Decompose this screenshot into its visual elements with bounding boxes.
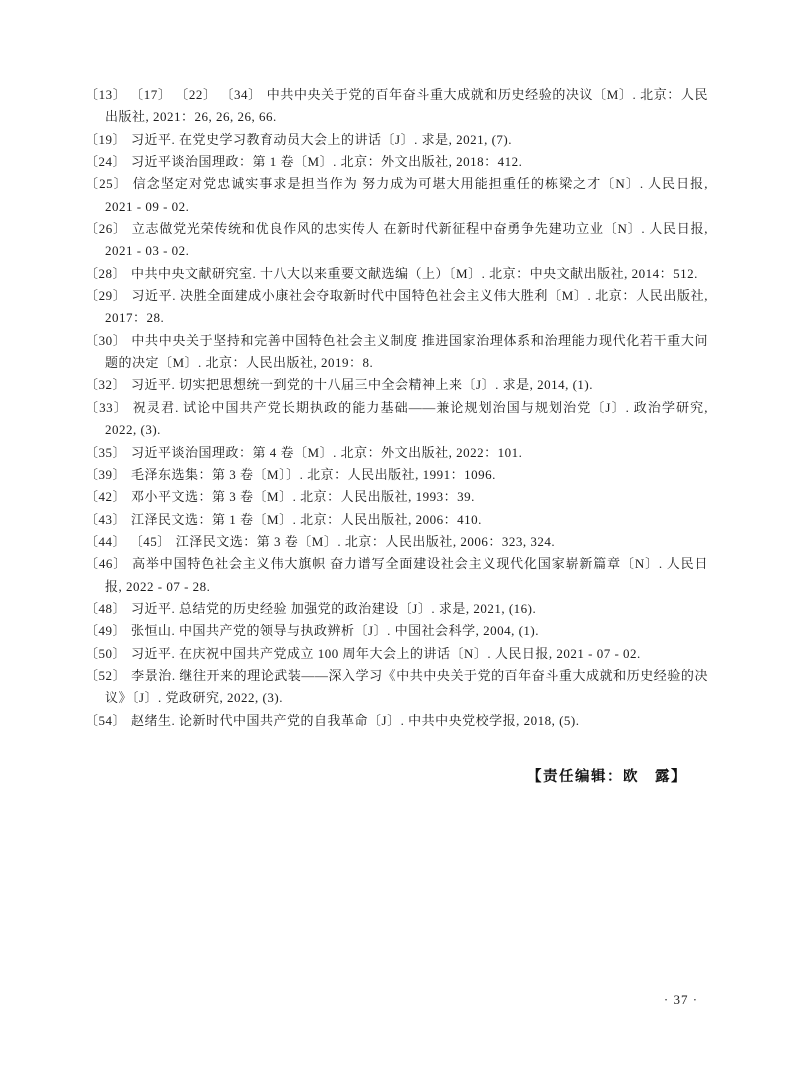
reference-text: 习近平谈治国理政：第 1 卷〔M〕. 北京：外文出版社, 2018：412. — [131, 154, 523, 170]
reference-label: 〔35〕 — [85, 444, 127, 460]
reference-item — [85, 643, 708, 665]
reference-label: 〔52〕 — [85, 667, 127, 683]
reference-text: 中共中央关于坚持和完善中国特色社会主义制度 推进国家治理体系和治理能力现代化若干重大问题的决定〔M〕. 北京：人民出版社, 2019：8. — [105, 332, 708, 371]
reference-item — [85, 598, 708, 620]
reference-text: 中共中央文献研究室. 十八大以来重要文献选编（上）〔M〕. 北京：中央文献出版社, 2014：512. — [131, 265, 698, 281]
reference-label: 〔44〕 〔45〕 — [85, 533, 171, 549]
reference-text: 习近平. 决胜全面建成小康社会夺取新时代中国特色社会主义伟大胜利〔M〕. 北京：人民出版社, 2017：28. — [105, 288, 708, 326]
reference-text: 信念坚定对党忠诚实事求是担当作为 努力成为可堪大用能担重任的栋梁之才〔N〕. 人民日报, 2021 - 09 - 02. — [105, 176, 708, 214]
reference-item — [85, 397, 708, 442]
reference-item — [85, 531, 708, 553]
reference-text: 邓小平文选：第 3 卷〔M〕. 北京：人民出版社, 1993：39. — [131, 489, 475, 505]
reference-item — [85, 129, 708, 151]
reference-text: 毛泽东选集：第 3 卷〔M〕〕. 北京：人民出版社, 1991：1096. — [131, 466, 496, 482]
reference-label: 〔26〕 — [85, 221, 127, 237]
reference-text: 习近平. 总结党的历史经验 加强党的政治建设〔J〕. 求是, 2021, (16). — [131, 600, 537, 616]
reference-text: 赵绪生. 论新时代中国共产党的自我革命〔J〕. 中共中央党校学报, 2018, (5). — [131, 712, 580, 728]
reference-text: 张恒山. 中国共产党的领导与执政辨析〔J〕. 中国社会科学, 2004, (1). — [131, 623, 539, 639]
reference-item — [85, 710, 708, 732]
editor-credit: 【责任编辑：欧 露】 — [527, 769, 687, 785]
reference-text: 江泽民文选：第 1 卷〔M〕. 北京：人民出版社, 2006：410. — [131, 511, 482, 527]
reference-label: 〔48〕 — [85, 600, 127, 616]
reference-text: 祝灵君. 试论中国共产党长期执政的能力基础——兼论规划治国与规划治党〔J〕. 政治学研究, 2022, (3). — [105, 399, 708, 438]
reference-item — [85, 151, 708, 173]
reference-item — [85, 553, 708, 598]
reference-label: 〔29〕 — [85, 288, 127, 304]
reference-item — [85, 330, 708, 375]
reference-item — [85, 620, 708, 642]
reference-item — [85, 263, 708, 285]
reference-label: 〔39〕 — [85, 466, 127, 482]
reference-label: 〔32〕 — [85, 377, 127, 393]
reference-item — [85, 665, 708, 710]
page-number: · 37 · — [663, 992, 699, 1007]
reference-label: 〔13〕 〔17〕 〔22〕 〔34〕 — [85, 87, 262, 102]
reference-label: 〔49〕 — [85, 623, 127, 639]
reference-item — [85, 464, 708, 486]
reference-label: 〔43〕 — [85, 511, 127, 527]
reference-item — [85, 173, 708, 218]
reference-label: 〔30〕 — [85, 332, 127, 348]
reference-text: 习近平. 切实把思想统一到党的十八届三中全会精神上来〔J〕. 求是, 2014, (1). — [131, 377, 593, 393]
reference-text: 习近平. 在庆祝中国共产党成立 100 周年大会上的讲话〔N〕. 人民日报, 2021 - 07 - 02. — [131, 645, 641, 661]
reference-text: 江泽民文选：第 3 卷〔M〕. 北京：人民出版社, 2006：323, 324. — [175, 533, 556, 549]
reference-label: 〔42〕 — [85, 489, 127, 505]
reference-text: 李景治. 继往开来的理论武装——深入学习《中共中央关于党的百年奋斗重大成就和历史经验的决议》〔J〕. 党政研究, 2022, (3). — [105, 667, 708, 706]
reference-item — [85, 84, 708, 129]
reference-item — [85, 218, 708, 263]
references-list — [85, 84, 708, 732]
reference-item — [85, 509, 708, 531]
reference-text: 立志做党光荣传统和优良作风的忠实传人 在新时代新征程中奋勇争先建功立业〔N〕. 人民日报, 2021 - 03 - 02. — [105, 221, 708, 259]
reference-label: 〔25〕 — [85, 176, 128, 192]
reference-text: 习近平. 在党史学习教育动员大会上的讲话〔J〕. 求是, 2021, (7). — [131, 131, 512, 147]
reference-item — [85, 374, 708, 396]
reference-item — [85, 486, 708, 508]
reference-label: 〔24〕 — [85, 154, 127, 170]
reference-label: 〔33〕 — [85, 399, 128, 415]
reference-text: 习近平谈治国理政：第 4 卷〔M〕. 北京：外文出版社, 2022：101. — [131, 444, 523, 460]
reference-label: 〔28〕 — [85, 265, 127, 281]
reference-item — [85, 285, 708, 330]
reference-label: 〔19〕 — [85, 131, 127, 147]
reference-item — [85, 442, 708, 464]
reference-label: 〔46〕 — [85, 556, 128, 572]
reference-label: 〔50〕 — [85, 645, 127, 661]
reference-text: 高举中国特色社会主义伟大旗帜 奋力谱写全面建设社会主义现代化国家崭新篇章〔N〕. 人民日报, 2022 - 07 - 28. — [105, 556, 708, 594]
reference-label: 〔54〕 — [85, 712, 127, 728]
reference-text: 中共中央关于党的百年奋斗重大成就和历史经验的决议〔M〕. 北京：人民出版社, 2021：26, 26, 26, 66. — [105, 87, 708, 125]
